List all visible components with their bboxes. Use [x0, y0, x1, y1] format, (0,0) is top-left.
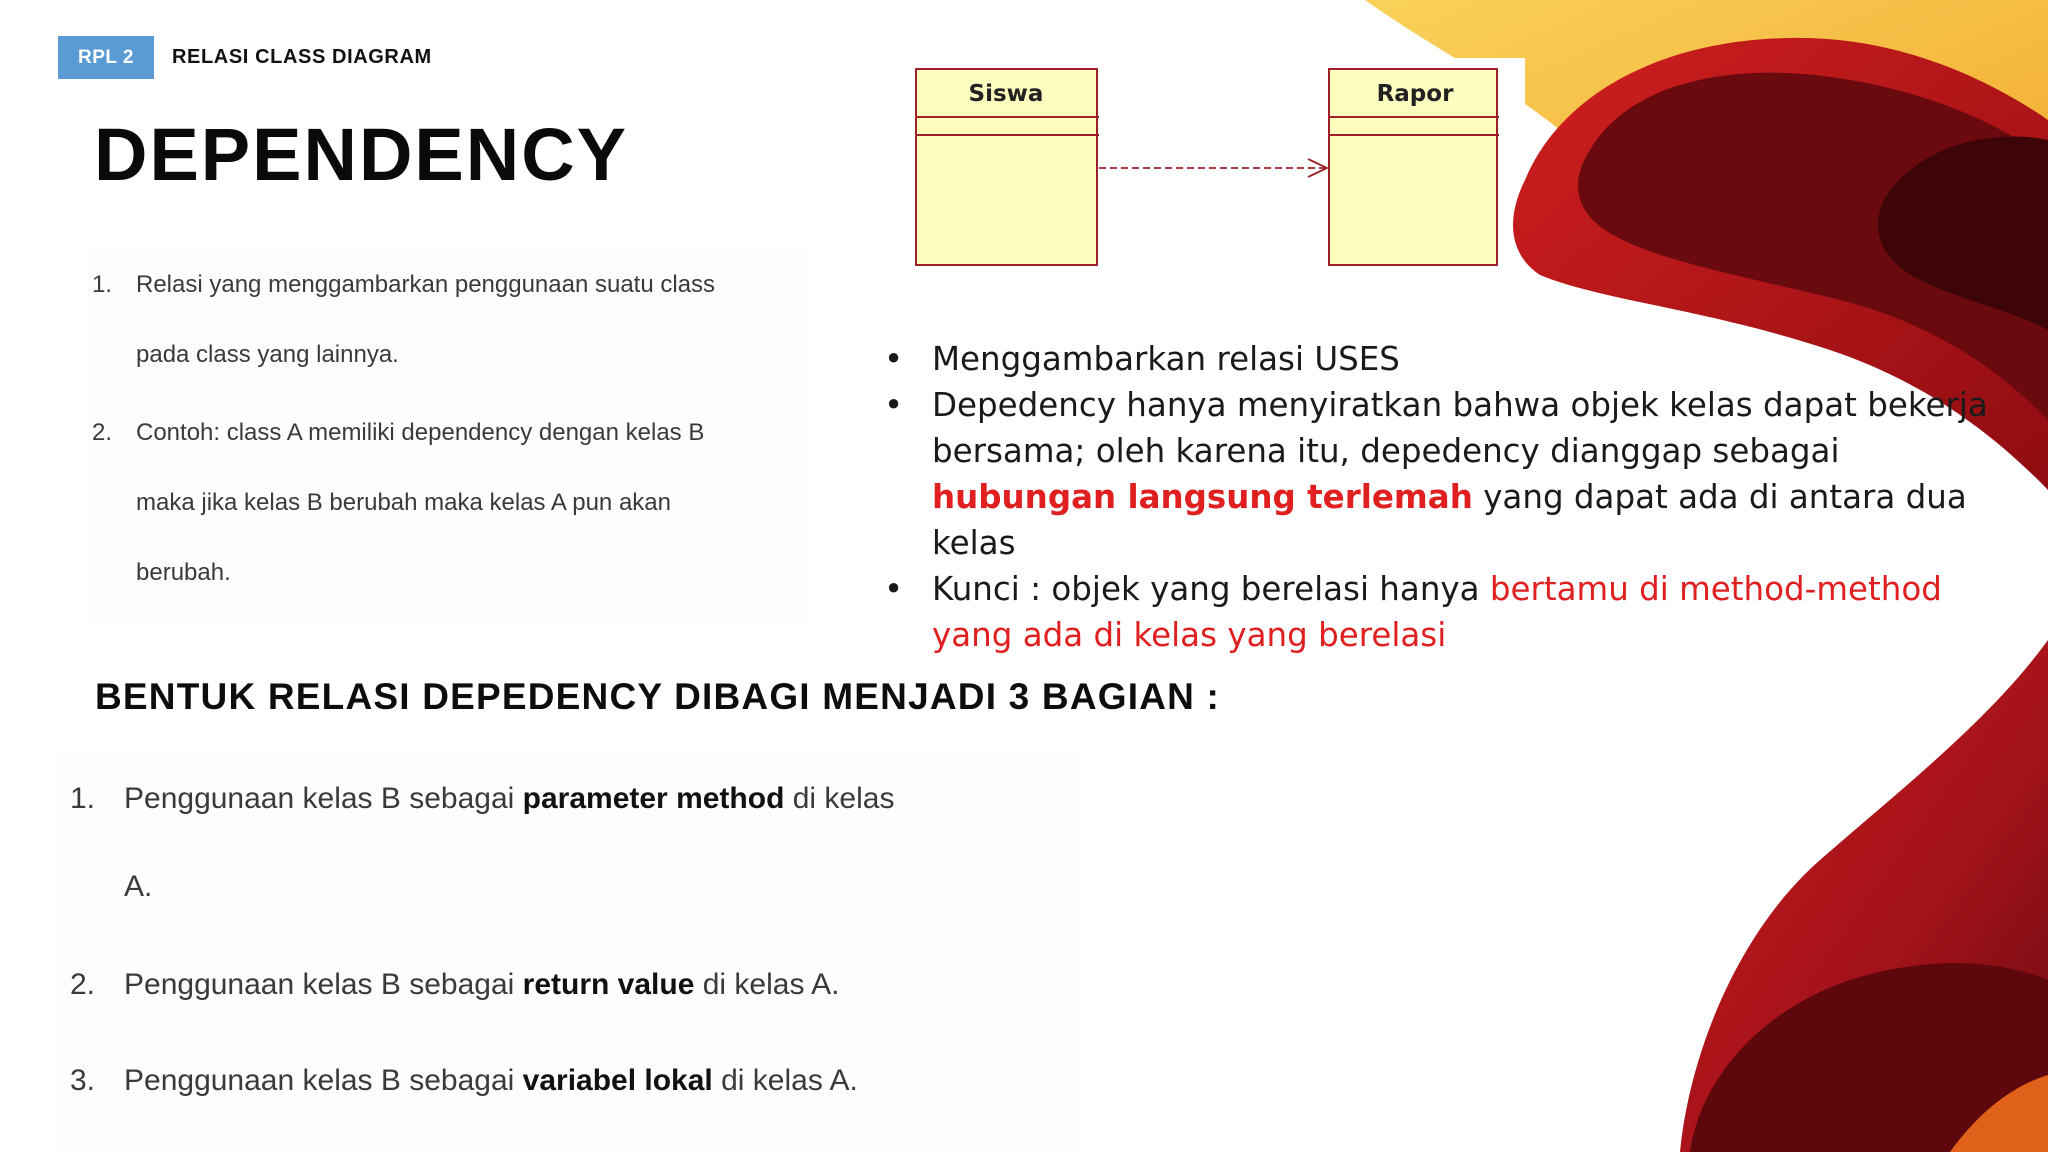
list-line: berubah. [136, 559, 231, 586]
list-text-post: di kelas A. [694, 968, 840, 1001]
bullet-icon: • [884, 570, 904, 608]
list-text: A. [124, 870, 153, 903]
list-text-post: di kelas [784, 782, 895, 815]
section-subtitle: BENTUK RELASI DEPEDENCY DIBAGI MENJADI 3 BAGIAN : [95, 676, 1221, 717]
list-number: 1. [92, 271, 113, 298]
list-item [88, 250, 808, 390]
definition-box [88, 250, 808, 620]
explanation-bullets [880, 336, 2010, 658]
bullet-text: yang dapat ada di antara dua kelas [932, 478, 1967, 562]
list-text-pre: Penggunaan kelas B sebagai [124, 1064, 523, 1097]
list-number: 2. [92, 419, 113, 446]
list-text-post: di kelas A. [712, 1064, 858, 1097]
bullet-text: Menggambarkan relasi USES [932, 340, 1400, 378]
list-number: 2. [70, 968, 96, 1001]
list-text-pre: Penggunaan kelas B sebagai [124, 782, 523, 815]
bullet-item [880, 336, 2010, 382]
list-text [124, 968, 839, 1002]
list-line: pada class yang lainnya. [136, 341, 399, 368]
list-number: 3. [70, 1064, 96, 1097]
class-name-rapor: Rapor [1376, 81, 1454, 107]
list-text-bold: return value [522, 968, 695, 1001]
list-line: Relasi yang menggambarkan penggunaan suatu class [136, 271, 716, 298]
bullet-text: Kunci : objek yang berelasi hanya [932, 570, 1490, 608]
list-text [124, 782, 894, 816]
bullet-text: Depedency hanya menyiratkan bahwa objek kelas dapat bekerja bersama; oleh karena itu, depedency dianggap sebagai [932, 386, 1988, 470]
types-box [60, 752, 1080, 1152]
list-item [88, 398, 808, 608]
class-name-siswa: Siswa [968, 81, 1044, 107]
bullet-item [880, 382, 2010, 566]
section-label: RELASI CLASS DIAGRAM [172, 46, 432, 68]
page-title: DEPENDENCY [94, 113, 628, 196]
list-text-bold: variabel lokal [522, 1064, 713, 1097]
list-text [124, 1064, 858, 1098]
bullet-icon: • [884, 340, 904, 378]
list-line: maka jika kelas B berubah maka kelas A pun akan [136, 489, 671, 516]
bullet-highlight: hubungan langsung terlemah [932, 478, 1473, 516]
uml-class-siswa [916, 69, 1099, 265]
bullet-highlight: bertamu di method-method yang ada di kelas yang berelasi [932, 570, 1942, 654]
list-line: Contoh: class A memiliki dependency dengan kelas B [136, 419, 705, 446]
bullet-item [880, 566, 2010, 658]
uml-diagram [900, 58, 1520, 278]
bullet-icon: • [884, 386, 904, 424]
dependency-arrow [1099, 159, 1327, 177]
list-text-pre: Penggunaan kelas B sebagai [124, 968, 523, 1001]
section-tag: RPL 2 [58, 36, 154, 79]
list-number: 1. [70, 782, 96, 815]
uml-class-rapor [1329, 69, 1499, 265]
list-text-bold: parameter method [522, 782, 785, 815]
